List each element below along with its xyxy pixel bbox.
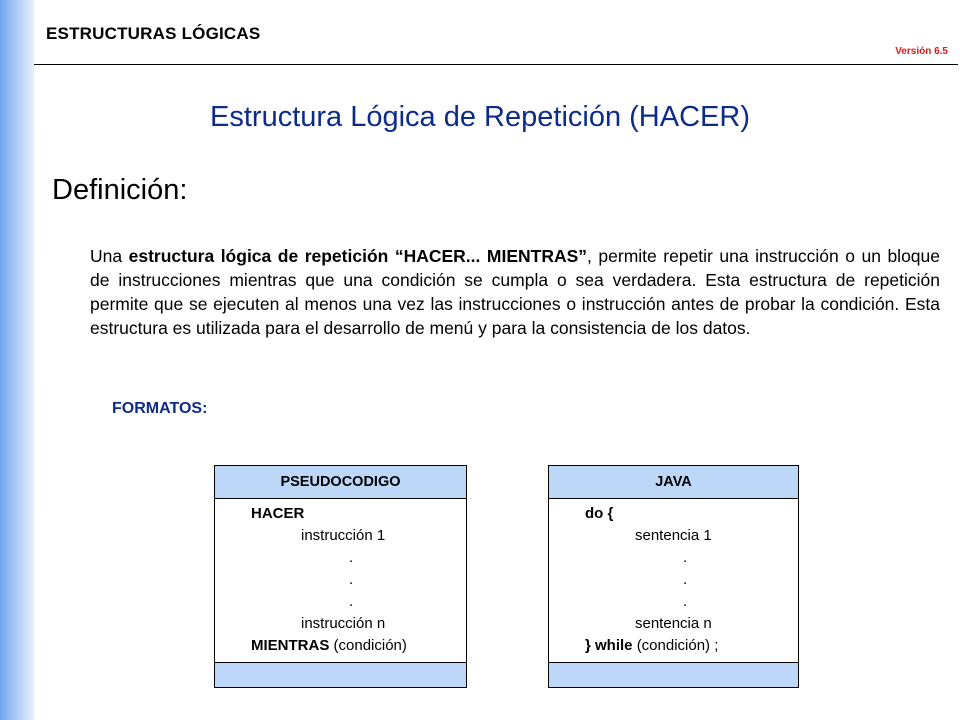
java-end	[585, 637, 718, 654]
java-dot-3: .	[683, 593, 688, 610]
header-divider	[34, 64, 958, 65]
java-start: do {	[585, 505, 614, 522]
pseudocode-footer	[215, 662, 466, 687]
java-line-n: sentencia n	[635, 615, 712, 632]
java-dot-2: .	[683, 571, 688, 588]
java-end-brace: } while	[585, 637, 633, 654]
formats-label: FORMATOS:	[112, 400, 208, 417]
pseudocode-line-n: instrucción n	[301, 615, 386, 632]
java-body	[549, 499, 798, 662]
java-dot-1: .	[683, 549, 688, 566]
java-table	[548, 465, 799, 688]
definition-paragraph	[90, 244, 940, 340]
pseudocode-table	[214, 465, 467, 688]
java-header: JAVA	[549, 466, 798, 499]
pseudocode-start: HACER	[251, 505, 305, 522]
java-end-condition: (condición) ;	[636, 637, 719, 654]
version-label: Versión 6.5	[895, 46, 948, 57]
pseudocode-dot-3: .	[349, 593, 354, 610]
java-line-1: sentencia 1	[635, 527, 712, 544]
java-footer	[549, 662, 798, 687]
pseudocode-body	[215, 499, 466, 662]
pseudocode-line-1: instrucción 1	[301, 527, 386, 544]
definition-intro: Una	[90, 246, 129, 266]
definition-heading: Definición:	[52, 174, 188, 206]
header-title: ESTRUCTURAS LÓGICAS	[46, 24, 261, 43]
pseudocode-header: PSEUDOCODIGO	[215, 466, 466, 499]
pseudocode-dot-2: .	[349, 571, 354, 588]
pseudocode-end-keyword: MIENTRAS	[251, 637, 330, 654]
pseudocode-dot-1: .	[349, 549, 354, 566]
pseudocode-end-condition: (condición)	[333, 637, 407, 654]
definition-text: , permite repetir una instrucción o un bloque de instrucciones mientras que una condición se cumpla o sea verdadera. Esta estructura de repetición permite que se ejecuten al menos una vez las instrucciones o instrucción antes de probar la condición. Esta estructura es utilizada para el desarrollo de menú y para la consistencia de los datos.	[90, 246, 940, 338]
pseudocode-end	[251, 637, 407, 654]
definition-bold-term: estructura lógica de repetición “HACER... MIENTRAS”	[128, 246, 588, 266]
slide-title: Estructura Lógica de Repetición (HACER)	[210, 101, 750, 133]
